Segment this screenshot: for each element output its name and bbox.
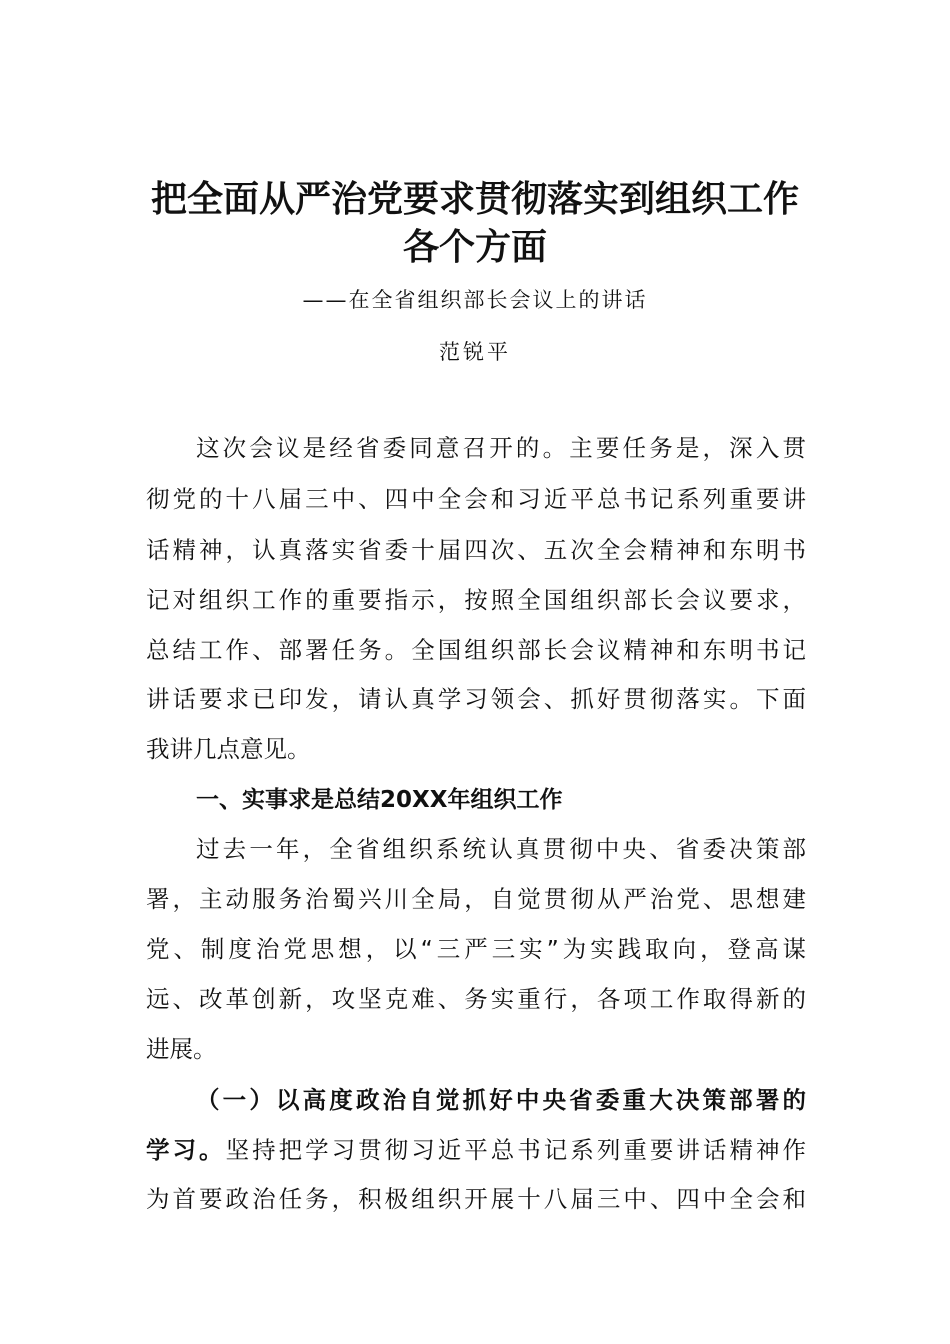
document-title-line-1: 把全面从严治党要求贯彻落实到组织工作 xyxy=(150,178,799,220)
paragraph-1-line: 讲话要求已印发，请认真学习领会、抓好贯彻落实。下面 xyxy=(146,685,806,713)
paragraph-3-line xyxy=(146,1130,806,1170)
paragraph-2-line: 署，主动服务治蜀兴川全局，自觉贯彻从严治党、思想建 xyxy=(146,885,806,913)
paragraph-2-line: 进展。 xyxy=(146,1035,217,1063)
paragraph-2-line: 远、改革创新，攻坚克难、务实重行，各项工作取得新的 xyxy=(146,985,806,1013)
paragraph-1-line: 彻党的十八届三中、四中全会和习近平总书记系列重要讲 xyxy=(146,485,806,513)
paragraph-1-line: 话精神，认真落实省委十届四次、五次全会精神和东明书 xyxy=(146,536,806,564)
subsection-heading-1: （一）以高度政治自觉抓好中央省委重大决策部署的 xyxy=(196,1086,806,1114)
document-subtitle: ——在全省组织部长会议上的讲话 xyxy=(302,288,648,312)
paragraph-1-line: 记对组织工作的重要指示，按照全国组织部长会议要求， xyxy=(146,586,806,614)
document-title-line-2: 各个方面 xyxy=(402,226,547,268)
paragraph-1-line: 总结工作、部署任务。全国组织部长会议精神和东明书记 xyxy=(146,636,806,664)
paragraph-3-line: 为首要政治任务，积极组织开展十八届三中、四中全会和 xyxy=(146,1185,806,1213)
paragraph-1-line: 这次会议是经省委同意召开的。主要任务是，深入贯 xyxy=(196,434,806,462)
paragraph-1-line: 我讲几点意见。 xyxy=(146,735,311,763)
paragraph-2-line: 党、制度治党思想，以“三严三实”为实践取向，登高谋 xyxy=(146,935,806,963)
paragraph-3-text: 坚持把学习贯彻习近平总书记系列重要讲话精神作 xyxy=(225,1136,806,1164)
document-author: 范锐平 xyxy=(439,340,511,364)
paragraph-2-line: 过去一年，全省组织系统认真贯彻中央、省委决策部 xyxy=(196,835,806,863)
subsection-heading-tail: 学习。 xyxy=(146,1136,226,1164)
section-heading-1: 一、实事求是总结20XX年组织工作 xyxy=(196,787,563,813)
